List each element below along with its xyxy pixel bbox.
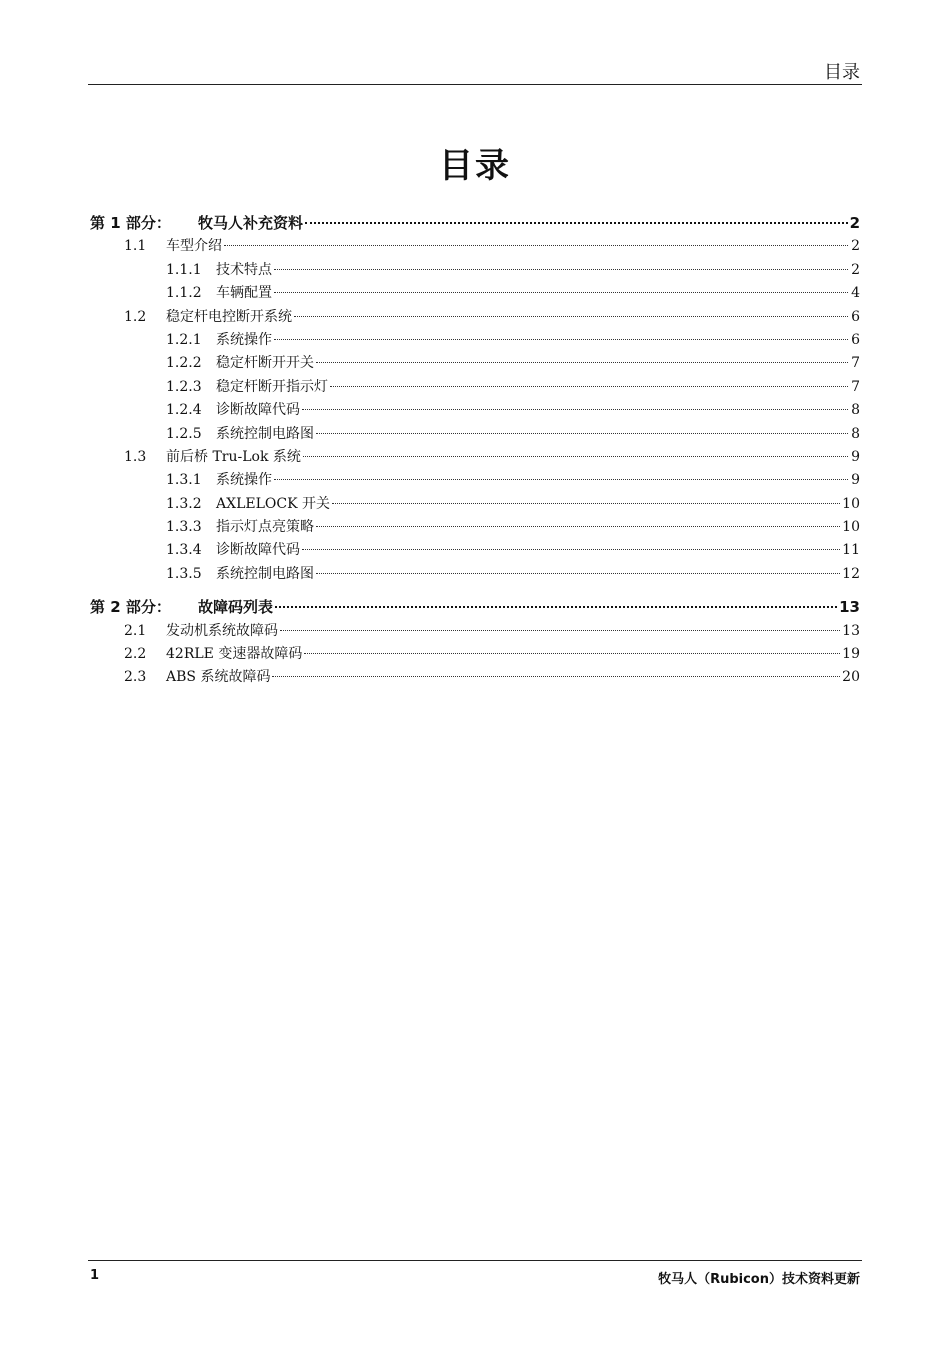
toc-number: 1.1: [124, 238, 147, 255]
toc-label: 发动机系统故障码: [166, 622, 278, 639]
dot-leader: [316, 573, 840, 574]
toc-number: 2.3: [124, 669, 147, 686]
toc-entry-2-3[interactable]: [90, 666, 860, 689]
toc-page: 6: [851, 308, 860, 325]
toc-number: 1.2.4: [166, 402, 202, 419]
dot-leader: [224, 245, 848, 246]
dot-leader: [274, 479, 848, 480]
toc-page: 13: [839, 598, 860, 617]
toc-label: 稳定杆电控断开系统: [166, 308, 292, 325]
toc-page: 8: [851, 425, 860, 442]
toc-number: 2.1: [124, 622, 147, 639]
dot-leader: [316, 526, 840, 527]
toc-entry-part-2[interactable]: [90, 596, 860, 619]
toc-label: 诊断故障代码: [216, 402, 300, 419]
toc-entry-1-2-2[interactable]: [90, 352, 860, 375]
toc-number: 1.2.3: [166, 378, 202, 395]
toc-page: 20: [842, 669, 860, 686]
dot-leader: [316, 433, 848, 434]
toc-page: 2: [851, 238, 860, 255]
toc-label: 诊断故障代码: [216, 542, 300, 559]
dot-leader: [274, 339, 848, 340]
dot-leader: [302, 549, 840, 550]
toc-page: 11: [842, 542, 860, 559]
toc-page: 2: [849, 214, 860, 232]
toc-number: 第 1 部分：: [90, 214, 171, 232]
dot-leader: [275, 606, 837, 608]
toc-entry-1-2-3[interactable]: [90, 376, 860, 399]
toc-label: 前后桥 Tru-Lok 系统: [166, 448, 301, 465]
toc-label: 指示灯点亮策略: [216, 519, 314, 536]
toc-page: 12: [842, 565, 860, 582]
toc-number: 1.3.3: [166, 519, 202, 536]
toc-label: 故障码列表: [198, 598, 274, 617]
toc-number: 1.3.1: [166, 472, 202, 489]
toc-number: 1.1.2: [166, 285, 202, 302]
toc-number: 1.1.1: [166, 261, 202, 278]
toc-label: 牧马人补充资料: [198, 214, 304, 232]
toc-entry-2-2[interactable]: [90, 643, 860, 666]
toc-label: 稳定杆断开开关: [216, 355, 314, 372]
dot-leader: [316, 362, 848, 363]
toc-label: 系统控制电路图: [216, 565, 314, 582]
toc-page: 10: [842, 519, 860, 536]
toc-entry-1-2-4[interactable]: [90, 399, 860, 422]
dot-leader: [304, 653, 840, 654]
toc-entry-2-1[interactable]: [90, 620, 860, 643]
toc-page: 6: [851, 331, 860, 348]
toc-entry-1-3-1[interactable]: [90, 469, 860, 492]
toc-entry-1-3-2[interactable]: [90, 493, 860, 516]
dot-leader: [302, 409, 848, 410]
toc-page: 4: [851, 285, 860, 302]
dot-leader: [274, 269, 848, 270]
toc-number: 1.2.5: [166, 425, 202, 442]
toc-label: 车辆配置: [216, 285, 272, 302]
toc-page: 19: [842, 646, 860, 663]
toc-number: 第 2 部分：: [90, 598, 171, 617]
toc-entry-1-1-1[interactable]: [90, 259, 860, 282]
toc-entry-1-3[interactable]: [90, 446, 860, 469]
toc-page: 8: [851, 402, 860, 419]
toc-page: 10: [842, 495, 860, 512]
toc-label: 系统控制电路图: [216, 425, 314, 442]
toc-label: 技术特点: [216, 261, 272, 278]
footer-page-number: 1: [90, 1268, 100, 1283]
toc-number: 1.3.5: [166, 565, 202, 582]
dot-leader: [305, 222, 848, 224]
dot-leader: [294, 316, 848, 317]
toc-page: 2: [851, 261, 860, 278]
toc-label: 42RLE 变速器故障码: [166, 646, 303, 663]
toc-entry-1-1-2[interactable]: [90, 282, 860, 305]
toc-label: 系统操作: [216, 331, 272, 348]
toc-label: 稳定杆断开指示灯: [216, 378, 328, 395]
toc-number: 2.2: [124, 646, 147, 663]
dot-leader: [303, 456, 848, 457]
toc-entry-1-3-3[interactable]: [90, 516, 860, 539]
toc-label: 车型介绍: [166, 238, 222, 255]
toc-page: 7: [851, 378, 860, 395]
toc-number: 1.2.1: [166, 331, 202, 348]
toc-entry-1-3-5[interactable]: [90, 563, 860, 586]
toc-number: 1.2.2: [166, 355, 202, 372]
toc-label: 系统操作: [216, 472, 272, 489]
toc-entry-1-2[interactable]: [90, 306, 860, 329]
toc-entry-1-3-4[interactable]: [90, 539, 860, 562]
page-header: [88, 56, 862, 85]
page-title: 目录: [439, 146, 511, 186]
toc-number: 1.3.4: [166, 542, 202, 559]
toc-label: ABS 系统故障码: [166, 669, 271, 686]
toc-number: 1.2: [124, 308, 147, 325]
page-footer: [88, 1260, 862, 1291]
dot-leader: [272, 676, 840, 677]
toc-page: 9: [851, 472, 860, 489]
toc-entry-1-2-5[interactable]: [90, 423, 860, 446]
toc-number: 1.3.2: [166, 495, 202, 512]
table-of-contents: [90, 212, 860, 690]
dot-leader: [274, 292, 848, 293]
dot-leader: [280, 630, 840, 631]
footer-title: 牧马人（Rubicon）技术资料更新: [658, 1272, 860, 1287]
toc-page: 9: [851, 448, 860, 465]
toc-number: 1.3: [124, 448, 147, 465]
dot-leader: [332, 503, 840, 504]
header-title: 目录: [824, 62, 860, 83]
toc-entry-1-1[interactable]: [90, 235, 860, 258]
dot-leader: [330, 386, 848, 387]
toc-entry-part-1[interactable]: [90, 212, 860, 235]
toc-label: AXLELOCK 开关: [216, 495, 330, 512]
toc-page: 13: [842, 622, 860, 639]
toc-page: 7: [851, 355, 860, 372]
toc-entry-1-2-1[interactable]: [90, 329, 860, 352]
